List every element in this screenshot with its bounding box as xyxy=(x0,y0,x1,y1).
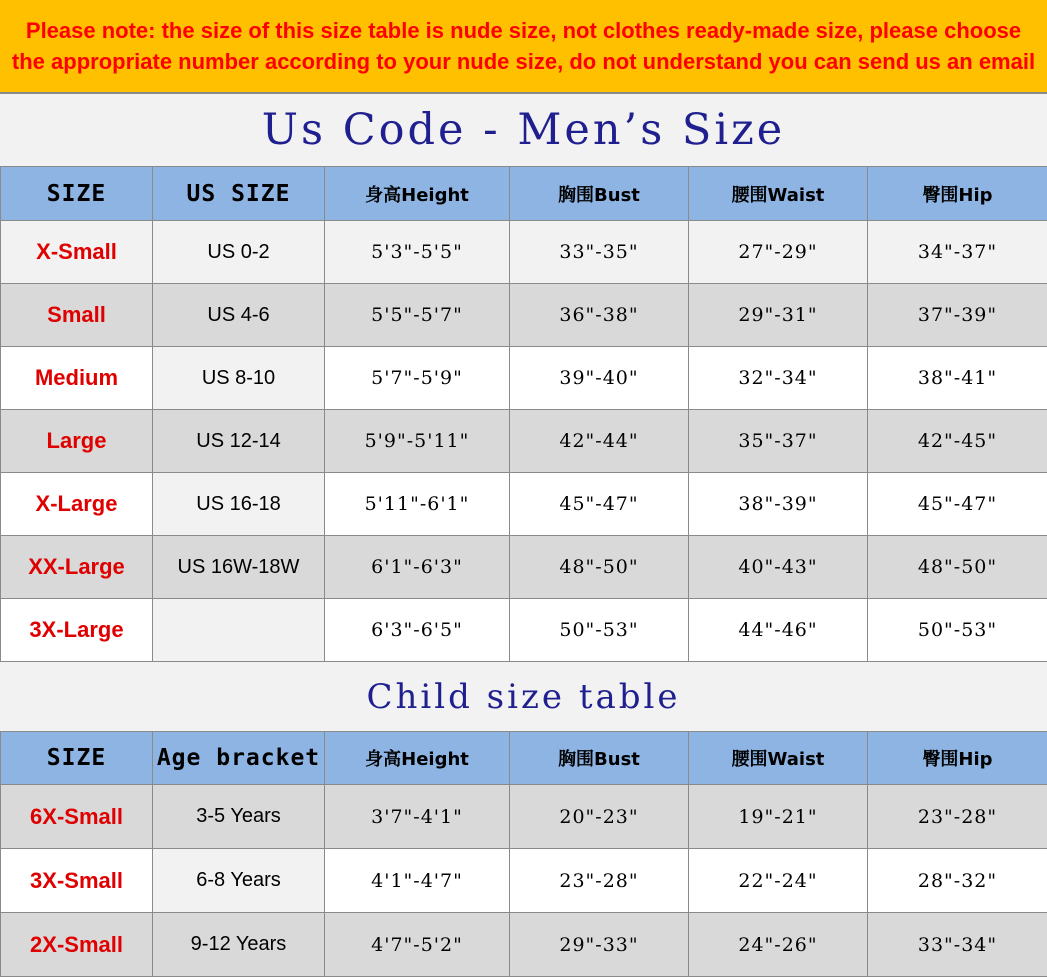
bust-cell: 29"-33" xyxy=(510,913,689,977)
size-cell: XX-Large xyxy=(1,536,153,599)
hip-cell: 28"-32" xyxy=(868,849,1047,913)
column-header-bust: 胸围Bust xyxy=(510,732,689,785)
bust-cell: 39"-40" xyxy=(510,347,689,410)
hip-cell: 37"-39" xyxy=(868,284,1047,347)
table-row xyxy=(1,536,1047,599)
size-cell: 3X-Large xyxy=(1,599,153,662)
height-cell: 4'1"-4'7" xyxy=(325,849,510,913)
men-table-header xyxy=(1,167,1047,221)
table-row xyxy=(1,913,1047,977)
child-size-title: Child size table xyxy=(0,662,1047,731)
hip-cell: 38"-41" xyxy=(868,347,1047,410)
column-header-us-size: US SIZE xyxy=(153,167,325,221)
column-header-bust: 胸围Bust xyxy=(510,167,689,221)
us-size-cell: US 4-6 xyxy=(153,284,325,347)
table-row xyxy=(1,410,1047,473)
bust-cell: 42"-44" xyxy=(510,410,689,473)
hip-cell: 23"-28" xyxy=(868,785,1047,849)
size-cell: Medium xyxy=(1,347,153,410)
hip-cell: 50"-53" xyxy=(868,599,1047,662)
hip-cell: 34"-37" xyxy=(868,221,1047,284)
height-cell: 5'5"-5'7" xyxy=(325,284,510,347)
height-cell: 5'7"-5'9" xyxy=(325,347,510,410)
us-size-cell: US 16-18 xyxy=(153,473,325,536)
height-cell: 6'1"-6'3" xyxy=(325,536,510,599)
waist-cell: 27"-29" xyxy=(689,221,868,284)
bust-cell: 33"-35" xyxy=(510,221,689,284)
age-bracket-cell: 6-8 Years xyxy=(153,849,325,913)
waist-cell: 40"-43" xyxy=(689,536,868,599)
hip-cell: 48"-50" xyxy=(868,536,1047,599)
size-cell: X-Small xyxy=(1,221,153,284)
table-row xyxy=(1,599,1047,662)
column-header-size: SIZE xyxy=(1,167,153,221)
size-cell: Large xyxy=(1,410,153,473)
column-header-hip: 臀围Hip xyxy=(868,732,1047,785)
column-header-size: SIZE xyxy=(1,732,153,785)
hip-cell: 42"-45" xyxy=(868,410,1047,473)
size-cell: 2X-Small xyxy=(1,913,153,977)
table-row xyxy=(1,221,1047,284)
bust-cell: 48"-50" xyxy=(510,536,689,599)
bust-cell: 36"-38" xyxy=(510,284,689,347)
us-size-cell: US 12-14 xyxy=(153,410,325,473)
hip-cell: 33"-34" xyxy=(868,913,1047,977)
column-header-height: 身高Height xyxy=(325,732,510,785)
child-size-table xyxy=(0,731,1047,977)
size-cell: Small xyxy=(1,284,153,347)
height-cell: 6'3"-6'5" xyxy=(325,599,510,662)
age-bracket-cell: 3-5 Years xyxy=(153,785,325,849)
men-size-title: Us Code - Men’s Size xyxy=(0,94,1047,166)
table-row xyxy=(1,347,1047,410)
bust-cell: 45"-47" xyxy=(510,473,689,536)
height-cell: 5'3"-5'5" xyxy=(325,221,510,284)
us-size-cell: US 8-10 xyxy=(153,347,325,410)
column-header-height: 身高Height xyxy=(325,167,510,221)
column-header-hip: 臀围Hip xyxy=(868,167,1047,221)
us-size-cell xyxy=(153,599,325,662)
table-row xyxy=(1,473,1047,536)
column-header-waist: 腰围Waist xyxy=(689,732,868,785)
bust-cell: 20"-23" xyxy=(510,785,689,849)
column-header-waist: 腰围Waist xyxy=(689,167,868,221)
notice-banner: Please note: the size of this size table is nude size, not clothes ready-made size, please choose the appropriate number according to your nude size, do not understand you can send us an email xyxy=(0,0,1047,94)
table-row xyxy=(1,785,1047,849)
waist-cell: 29"-31" xyxy=(689,284,868,347)
height-cell: 3'7"-4'1" xyxy=(325,785,510,849)
height-cell: 5'9"-5'11" xyxy=(325,410,510,473)
child-table-header xyxy=(1,732,1047,785)
table-row xyxy=(1,284,1047,347)
hip-cell: 45"-47" xyxy=(868,473,1047,536)
waist-cell: 35"-37" xyxy=(689,410,868,473)
waist-cell: 44"-46" xyxy=(689,599,868,662)
waist-cell: 22"-24" xyxy=(689,849,868,913)
height-cell: 4'7"-5'2" xyxy=(325,913,510,977)
waist-cell: 24"-26" xyxy=(689,913,868,977)
men-size-table xyxy=(0,166,1047,662)
bust-cell: 23"-28" xyxy=(510,849,689,913)
table-row xyxy=(1,849,1047,913)
column-header-age-bracket: Age bracket xyxy=(153,732,325,785)
waist-cell: 32"-34" xyxy=(689,347,868,410)
size-cell: 6X-Small xyxy=(1,785,153,849)
size-cell: 3X-Small xyxy=(1,849,153,913)
us-size-cell: US 16W-18W xyxy=(153,536,325,599)
height-cell: 5'11"-6'1" xyxy=(325,473,510,536)
bust-cell: 50"-53" xyxy=(510,599,689,662)
us-size-cell: US 0-2 xyxy=(153,221,325,284)
age-bracket-cell: 9-12 Years xyxy=(153,913,325,977)
waist-cell: 19"-21" xyxy=(689,785,868,849)
size-cell: X-Large xyxy=(1,473,153,536)
waist-cell: 38"-39" xyxy=(689,473,868,536)
